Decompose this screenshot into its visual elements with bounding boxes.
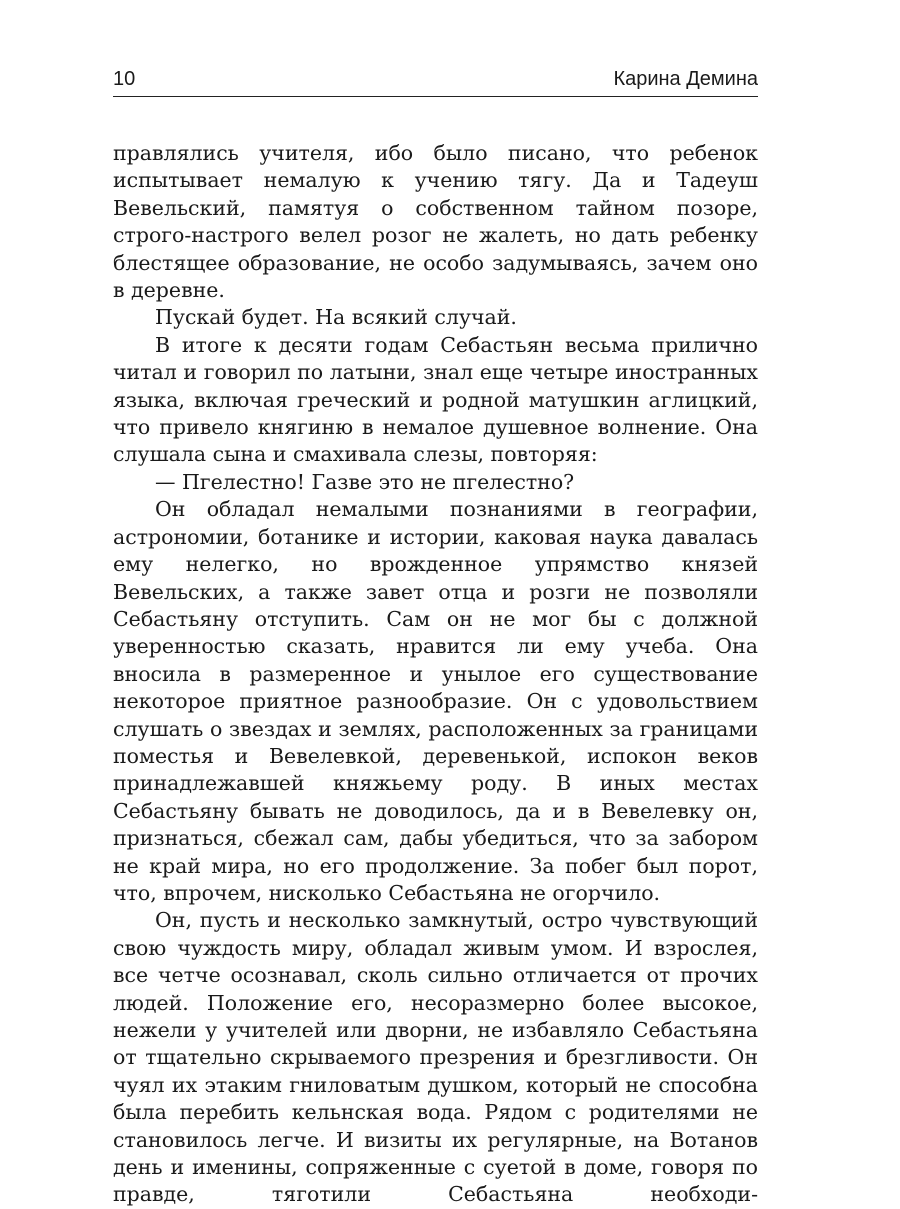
paragraph-2: Пускай будет. На всякий случай. [155,305,517,330]
page-number: 10 [113,68,136,90]
paragraph-5: Он обладал немалыми познаниями в географии, астрономии, ботанике и истории, каковая наука давалась ему нелегко, но врожденное упрямство князей Вевельских, а также завет отца и розги не позволяли Себастьяну отступить. Сам он не мог бы с должной уверенностью сказать, нравится ли ему учеба. Она вносила в размеренное и унылое его существование некоторое приятное разнообразие. Он с удовольствием слушать о звездах и землях, расположенных за границами поместья и Вевелевкой, деревенькой, испокон веков принадлежавшей княжьему роду. В иных местах Себастьяну бывать не доводилось, да и в Вевелевку он, признаться, сбежал сам, дабы убедиться, что за забором не край мира, но его продолжение. За побег был порот, что, впрочем, нисколько Себастьяна не огорчило. [113,497,758,905]
body-text [113,140,758,1209]
paragraph-3: В итоге к десяти годам Себастьян весьма прилично читал и говорил по латыни, знал еще четыре иностранных языка, включая греческий и родной матушкин аглицкий, что привело княгиню в немалое душевное волнение. Она слушала сына и смахивала слезы, повторяя: [113,332,758,467]
header-rule [113,96,758,97]
running-head [113,66,758,96]
paragraph-1: правлялись учителя, ибо было писано, что ребенок испытывает немалую к учению тягу. Да и Тадеуш Вевельский, памятуя о собственном тайном позоре, строго-настрого велел розог не жалеть, но дать ребенку блестящее образование, не особо задумываясь, зачем оно в деревне. [113,141,758,303]
paragraph-4-dialogue: — Пгелестно! Газве это не пгелестно? [155,469,575,494]
author-name: Карина Демина [613,68,758,90]
paragraph-6: Он, пусть и несколько замкнутый, остро чувствующий свою чуждость миру, обладал живым умом. И взрослея, все четче осознавал, сколь сильно отличается от прочих людей. Положение его, несоразмерно более высокое, нежели у учителей или дворни, не избавляло Себастьяна от тщательно скрываемого презрения и брезгливости. Он чуял их этаким гниловатым душком, который не способна была перебить кельнская вода. Рядом с родителями не становилось легче. И визиты их регулярные, на Вотанов день и именины, сопряженные с суетой в доме, говоря по правде, тяготили Себастьяна необходи- [113,908,758,1207]
